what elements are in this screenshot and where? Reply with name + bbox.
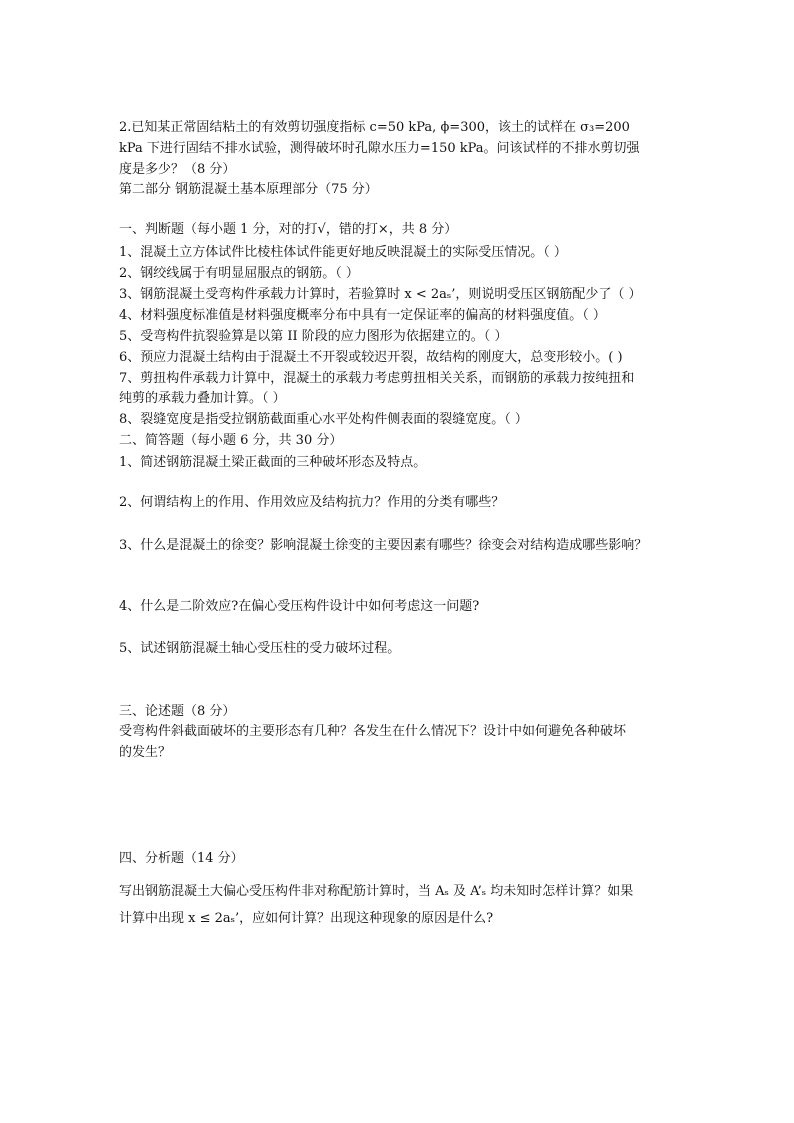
short-answer-2: 2、何谓结构上的作用、作用效应及结构抗力？作用的分类有哪些？ (119, 495, 505, 510)
analysis-line-2: 计算中出现 x ≤ 2aₛ’，应如何计算？出现这种现象的原因是什么? (119, 911, 494, 926)
section-two-heading: 二、简答题（每小题 6 分，共 30 分） (119, 433, 343, 448)
tf-item-2: 2、钢绞线属于有明显屈服点的钢筋。（ ） (119, 266, 359, 281)
part-two-heading: 第二部分 钢筋混凝土基本原理部分（75 分） (119, 182, 378, 197)
section-four-heading: 四、分析题（14 分） (119, 851, 244, 866)
section-one-heading: 一、判断题（每小题 1 分，对的打√，错的打×，共 8 分） (119, 222, 458, 237)
short-answer-4: 4、什么是二阶效应?在偏心受压构件设计中如何考虑这一问题? (119, 599, 480, 614)
tf-item-3: 3、钢筋混凝土受弯构件承载力计算时，若验算时 x < 2aₛ’，则说明受压区钢筋配少了（ ） (119, 287, 642, 302)
short-answer-1: 1、简述钢筋混凝土梁正截面的三种破坏形态及特点。 (119, 455, 427, 470)
tf-item-6: 6、预应力混凝土结构由于混凝土不开裂或较迟开裂，故结构的刚度大，总变形较小。( ) (119, 350, 623, 365)
essay-line-2: 的发生？ (119, 745, 172, 760)
analysis-line-1: 写出钢筋混凝土大偏心受压构件非对称配筋计算时，当 Aₛ 及 A’ₛ 均未知时怎样计算？如果 (119, 884, 634, 899)
tf-item-4: 4、材料强度标准值是材料强度概率分布中具有一定保证率的偏高的材料强度值。（ ） (119, 308, 606, 323)
tf-item-7-line-2: 纯剪的承载力叠加计算。（ ） (119, 391, 286, 406)
short-answer-5: 5、试述钢筋混凝土轴心受压柱的受力破坏过程。 (119, 641, 401, 656)
essay-line-1: 受弯构件斜截面破坏的主要形态有几种？各发生在什么情况下？设计中如何避免各种破坏 (119, 724, 627, 739)
q2-line-3: 度是多少？（8 分） (119, 162, 236, 177)
tf-item-1: 1、混凝土立方体试件比棱柱体试件能更好地反映混凝土的实际受压情况。（ ） (119, 245, 567, 260)
section-three-heading: 三、论述题（8 分） (119, 704, 236, 719)
tf-item-5: 5、受弯构件抗裂验算是以第 II 阶段的应力图形为依据建立的。（ ） (119, 329, 508, 344)
q2-line-2: kPa 下进行固结不排水试验，测得破坏时孔隙水压力=150 kPa。问该试样的不排水剪切强 (119, 141, 640, 156)
short-answer-3: 3、什么是混凝土的徐变？影响混凝土徐变的主要因素有哪些？徐变会对结构造成哪些影响？ (119, 538, 648, 553)
q2-line-1: 2.已知某正常固结粘土的有效剪切强度指标 c=50 kPa, ϕ=300，该土的试样在 σ₃=200 (119, 120, 630, 135)
tf-item-7-line-1: 7、剪扭构件承载力计算中，混凝土的承载力考虑剪扭相关关系，而钢筋的承载力按纯扭和 (119, 371, 635, 386)
tf-item-8: 8、裂缝宽度是指受拉钢筋截面重心水平处构件侧表面的裂缝宽度。（ ） (119, 412, 528, 427)
